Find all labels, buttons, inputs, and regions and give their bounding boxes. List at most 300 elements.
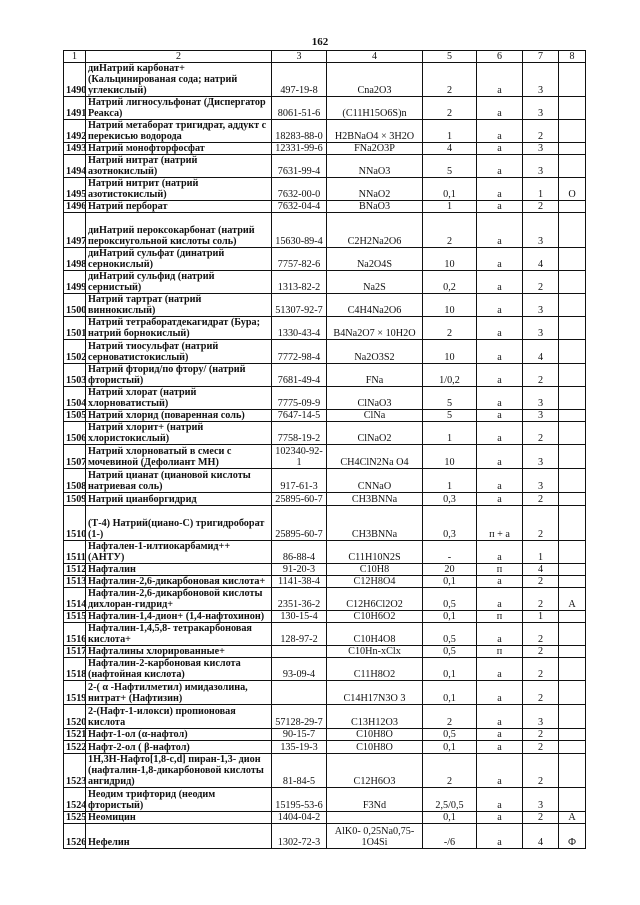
substance-number: 1503 (64, 364, 86, 387)
concentration-limit: 1 (423, 469, 477, 493)
column-header: 6 (477, 51, 523, 63)
substance-name: диНатрий пероксокарбонат (натрий пероксиугольной кислоты соль) (86, 213, 272, 248)
hazard-class: 3 (523, 63, 559, 97)
cas-number: 1313-82-2 (272, 271, 327, 294)
aggregate-state: а (477, 445, 523, 469)
chemical-formula: C10H4O8 (327, 623, 423, 646)
aggregate-state: а (477, 317, 523, 340)
substance-number: 1514 (64, 588, 86, 611)
aggregate-state: п (477, 564, 523, 576)
substance-name: диНатрий карбонат+ (Кальцинированая сода; натрий углекислый) (86, 63, 272, 97)
aggregate-state: а (477, 788, 523, 812)
chemical-formula: ClNaO2 (327, 422, 423, 445)
table-row (64, 97, 586, 120)
substance-name: Натрий тартрат (натрий виннокислый) (86, 294, 272, 317)
chemical-formula: C2H2Na2O6 (327, 213, 423, 248)
concentration-limit: 20 (423, 564, 477, 576)
cas-number: 15195-53-6 (272, 788, 327, 812)
aggregate-state: а (477, 97, 523, 120)
concentration-limit: 5 (423, 387, 477, 410)
hazard-class: 4 (523, 824, 559, 849)
substance-number: 1492 (64, 120, 86, 143)
feature-mark: О (559, 178, 586, 201)
hazard-class: 2 (523, 623, 559, 646)
concentration-limit: 1 (423, 201, 477, 213)
table-row (64, 658, 586, 681)
table-row (64, 364, 586, 387)
cas-number: 8061-51-6 (272, 97, 327, 120)
table-row (64, 201, 586, 213)
cas-number: 86-88-4 (272, 541, 327, 564)
aggregate-state: а (477, 213, 523, 248)
concentration-limit: 2 (423, 705, 477, 729)
feature-mark: Ф (559, 824, 586, 849)
table-row (64, 576, 586, 588)
hazard-class: 3 (523, 445, 559, 469)
feature-mark (559, 564, 586, 576)
table-row (64, 611, 586, 623)
chemical-formula: BNaO3 (327, 201, 423, 213)
concentration-limit: 2,5/0,5 (423, 788, 477, 812)
substance-name: Нафталин-1,4-дион+ (1,4-нафтохинон) (86, 611, 272, 623)
concentration-limit: 0,3 (423, 493, 477, 506)
aggregate-state: а (477, 422, 523, 445)
concentration-limit: 2 (423, 317, 477, 340)
chemical-formula: Na2O4S (327, 248, 423, 271)
substance-number: 1518 (64, 658, 86, 681)
chemical-formula: C10H8 (327, 564, 423, 576)
substance-number: 1508 (64, 469, 86, 493)
substance-number: 1506 (64, 422, 86, 445)
feature-mark (559, 213, 586, 248)
table-row (64, 317, 586, 340)
table-header-row (64, 51, 586, 63)
feature-mark (559, 201, 586, 213)
hazard-class: 3 (523, 387, 559, 410)
hazard-class: 2 (523, 493, 559, 506)
substance-name: Натрий нитрит (натрий азотистокислый) (86, 178, 272, 201)
concentration-limit: 10 (423, 294, 477, 317)
aggregate-state: а (477, 155, 523, 178)
substance-name: Натрий цианборгидрид (86, 493, 272, 506)
cas-number: 128-97-2 (272, 623, 327, 646)
substance-name: Натрий хлорит+ (натрий хлористокислый) (86, 422, 272, 445)
table-row (64, 63, 586, 97)
substance-number: 1510 (64, 506, 86, 541)
feature-mark (559, 143, 586, 155)
column-header: 8 (559, 51, 586, 63)
chemical-formula: Na2O3S2 (327, 340, 423, 364)
cas-number (272, 681, 327, 705)
concentration-limit: 10 (423, 248, 477, 271)
feature-mark (559, 729, 586, 741)
hazard-class: 3 (523, 317, 559, 340)
aggregate-state: а (477, 754, 523, 788)
hazard-class: 2 (523, 812, 559, 824)
chemical-formula: AlK0- 0,25Na0,75-1O4Si (327, 824, 423, 849)
chemical-formula: FNa2O3P (327, 143, 423, 155)
substance-number: 1515 (64, 611, 86, 623)
feature-mark (559, 493, 586, 506)
table-row (64, 681, 586, 705)
hazard-class: 2 (523, 754, 559, 788)
substance-name: Натрий хлорат (натрий хлорноватистый) (86, 387, 272, 410)
concentration-limit: 4 (423, 143, 477, 155)
substance-number: 1498 (64, 248, 86, 271)
table-row (64, 741, 586, 754)
cas-number: 1330-43-4 (272, 317, 327, 340)
substance-number: 1513 (64, 576, 86, 588)
chemical-formula: C10H8O (327, 729, 423, 741)
feature-mark (559, 741, 586, 754)
substance-name: Натрий хлорид (поваренная соль) (86, 410, 272, 422)
table-row (64, 623, 586, 646)
concentration-limit: 10 (423, 445, 477, 469)
chemical-formula: CH4ClN2Na O4 (327, 445, 423, 469)
substance-name: Натрий цианат (циановой кислоты натриевая соль) (86, 469, 272, 493)
chemical-formula: FNa (327, 364, 423, 387)
concentration-limit: 2 (423, 97, 477, 120)
substance-name: Нафталин-1,4,5,8- тетракарбоновая кислота+ (86, 623, 272, 646)
concentration-limit: 2 (423, 213, 477, 248)
table-row (64, 410, 586, 422)
aggregate-state: а (477, 729, 523, 741)
hazard-class: 4 (523, 340, 559, 364)
hazard-class: 2 (523, 120, 559, 143)
chemical-formula: Na2S (327, 271, 423, 294)
concentration-limit: 0,1 (423, 681, 477, 705)
table-row (64, 120, 586, 143)
substance-number: 1511 (64, 541, 86, 564)
hazard-class: 3 (523, 705, 559, 729)
table-row (64, 754, 586, 788)
hazard-class: 4 (523, 564, 559, 576)
hazard-class: 2 (523, 576, 559, 588)
table-row (64, 387, 586, 410)
concentration-limit: 1 (423, 120, 477, 143)
substance-number: 1504 (64, 387, 86, 410)
cas-number: 7775-09-9 (272, 387, 327, 410)
substance-name: Нафталин-2,6-дикарбоновой кислоты дихлоран-гидрид+ (86, 588, 272, 611)
table-row (64, 248, 586, 271)
cas-number: 15630-89-4 (272, 213, 327, 248)
substance-name: Натрий нитрат (натрий азотнокислый) (86, 155, 272, 178)
feature-mark (559, 506, 586, 541)
chemical-formula: C12H8O4 (327, 576, 423, 588)
chemical-formula: H2BNaO4 × 3H2O (327, 120, 423, 143)
column-header: 5 (423, 51, 477, 63)
hazard-class: 1 (523, 611, 559, 623)
cas-number: 2351-36-2 (272, 588, 327, 611)
substance-number: 1521 (64, 729, 86, 741)
substance-name: диНатрий сульфат (динатрий сернокислый) (86, 248, 272, 271)
substance-number: 1490 (64, 63, 86, 97)
hazard-class: 3 (523, 213, 559, 248)
feature-mark (559, 410, 586, 422)
feature-mark (559, 155, 586, 178)
concentration-limit: 2 (423, 63, 477, 97)
cas-number: 7772-98-4 (272, 340, 327, 364)
hazard-class: 2 (523, 681, 559, 705)
column-header: 7 (523, 51, 559, 63)
chemical-formula: C12H6O3 (327, 754, 423, 788)
hazard-class: 2 (523, 729, 559, 741)
hazard-class: 2 (523, 588, 559, 611)
substance-number: 1496 (64, 201, 86, 213)
substance-name: Нефелин (86, 824, 272, 849)
hazard-class: 2 (523, 364, 559, 387)
substance-number: 1525 (64, 812, 86, 824)
aggregate-state: а (477, 658, 523, 681)
cas-number: 1141-38-4 (272, 576, 327, 588)
concentration-limit: 0,2 (423, 271, 477, 294)
hazard-class: 2 (523, 646, 559, 658)
cas-number: 7757-82-6 (272, 248, 327, 271)
aggregate-state: а (477, 294, 523, 317)
aggregate-state: а (477, 364, 523, 387)
substance-name: Нафтален-1-илтиокарбамид++ (АНТУ) (86, 541, 272, 564)
feature-mark: А (559, 812, 586, 824)
substance-number: 1497 (64, 213, 86, 248)
table-row (64, 469, 586, 493)
concentration-limit: - (423, 541, 477, 564)
table-row (64, 294, 586, 317)
table-row (64, 824, 586, 849)
aggregate-state: а (477, 576, 523, 588)
aggregate-state: а (477, 588, 523, 611)
table-row (64, 143, 586, 155)
aggregate-state: а (477, 201, 523, 213)
feature-mark (559, 469, 586, 493)
cas-number: 135-19-3 (272, 741, 327, 754)
chemical-formula: CNNaO (327, 469, 423, 493)
table-row (64, 788, 586, 812)
column-header: 2 (86, 51, 272, 63)
chemical-formula: B4Na2O7 × 10H2O (327, 317, 423, 340)
chemical-formula: C11H10N2S (327, 541, 423, 564)
feature-mark (559, 623, 586, 646)
feature-mark (559, 681, 586, 705)
cas-number: 1404-04-2 (272, 812, 327, 824)
aggregate-state: а (477, 271, 523, 294)
concentration-limit: 0,3 (423, 506, 477, 541)
chemical-formula: C10H8O (327, 741, 423, 754)
aggregate-state: а (477, 623, 523, 646)
substance-number: 1519 (64, 681, 86, 705)
cas-number: 90-15-7 (272, 729, 327, 741)
chemical-formula (327, 812, 423, 824)
concentration-limit: 10 (423, 340, 477, 364)
feature-mark (559, 658, 586, 681)
hazard-class: 3 (523, 469, 559, 493)
substance-name: Натрий монофторфосфат (86, 143, 272, 155)
aggregate-state: п + а (477, 506, 523, 541)
aggregate-state: а (477, 469, 523, 493)
feature-mark (559, 705, 586, 729)
concentration-limit: 2 (423, 754, 477, 788)
substance-name: Натрий фторид/по фтору/ (натрий фтористый) (86, 364, 272, 387)
substance-name: Нафталины хлорированные+ (86, 646, 272, 658)
chemical-formula: C12H6Cl2O2 (327, 588, 423, 611)
substance-number: 1520 (64, 705, 86, 729)
hazard-class: 1 (523, 541, 559, 564)
feature-mark (559, 387, 586, 410)
concentration-limit: 0,1 (423, 611, 477, 623)
aggregate-state: а (477, 681, 523, 705)
substance-name: 2-( α -Нафтилметил) имидазолина, нитрат+ (Нафтизин) (86, 681, 272, 705)
chemical-formula: CH3BNNa (327, 506, 423, 541)
aggregate-state: а (477, 248, 523, 271)
feature-mark (559, 788, 586, 812)
hazard-class: 3 (523, 143, 559, 155)
concentration-limit: 1 (423, 422, 477, 445)
hazard-class: 4 (523, 248, 559, 271)
chemical-formula: C10Hn-xClx (327, 646, 423, 658)
feature-mark (559, 120, 586, 143)
aggregate-state: а (477, 178, 523, 201)
aggregate-state: а (477, 824, 523, 849)
table-row (64, 340, 586, 364)
substance-number: 1494 (64, 155, 86, 178)
page-number: 162 (311, 36, 329, 48)
table-body (64, 63, 586, 849)
cas-number: 7631-99-4 (272, 155, 327, 178)
feature-mark (559, 97, 586, 120)
feature-mark (559, 541, 586, 564)
substance-name: Натрий тиосульфат (натрий серноватистокислый) (86, 340, 272, 364)
substance-number: 1493 (64, 143, 86, 155)
feature-mark: А (559, 588, 586, 611)
substance-number: 1517 (64, 646, 86, 658)
cas-number: 18283-88-0 (272, 120, 327, 143)
chemical-formula: NNaO3 (327, 155, 423, 178)
aggregate-state: а (477, 705, 523, 729)
table-row (64, 155, 586, 178)
substance-name: Нафталин (86, 564, 272, 576)
substance-number: 1502 (64, 340, 86, 364)
chemical-formula: C14H17N3O 3 (327, 681, 423, 705)
chemical-formula: C13H12O3 (327, 705, 423, 729)
aggregate-state: а (477, 410, 523, 422)
substance-name: Неодим трифторид (неодим фтористый) (86, 788, 272, 812)
concentration-limit: 0,5 (423, 588, 477, 611)
cas-number: 1302-72-3 (272, 824, 327, 849)
hazard-class: 2 (523, 741, 559, 754)
table-row (64, 271, 586, 294)
substance-number: 1509 (64, 493, 86, 506)
cas-number: 130-15-4 (272, 611, 327, 623)
cas-number: 51307-92-7 (272, 294, 327, 317)
feature-mark (559, 611, 586, 623)
feature-mark (559, 340, 586, 364)
substance-name: Натрий метаборат тригидрат, аддукт с перекисью водорода (86, 120, 272, 143)
feature-mark (559, 364, 586, 387)
chemical-formula: (C11H15O6S)n (327, 97, 423, 120)
concentration-limit: 0,5 (423, 623, 477, 646)
feature-mark (559, 422, 586, 445)
substance-number: 1500 (64, 294, 86, 317)
feature-mark (559, 576, 586, 588)
table-row (64, 646, 586, 658)
cas-number: 7647-14-5 (272, 410, 327, 422)
substance-name: Натрий хлорноватый в смеси с мочевиной (Дефолиант МН) (86, 445, 272, 469)
substance-name: Нафталин-2-карбоновая кислота (нафтойная кислота) (86, 658, 272, 681)
aggregate-state: а (477, 741, 523, 754)
aggregate-state: а (477, 63, 523, 97)
substance-name: Нафт-2-ол ( β-нафтол) (86, 741, 272, 754)
aggregate-state: а (477, 541, 523, 564)
table-row (64, 541, 586, 564)
cas-number: 57128-29-7 (272, 705, 327, 729)
table-row (64, 729, 586, 741)
substance-name: 1Н,3Н-Нафто[1,8-с,d] пиран-1,3- дион (нафталин-1,8-дикарбоновой кислоты ангидрид) (86, 754, 272, 788)
substance-number: 1523 (64, 754, 86, 788)
cas-number: 917-61-3 (272, 469, 327, 493)
table-row (64, 178, 586, 201)
aggregate-state: п (477, 611, 523, 623)
column-header: 4 (327, 51, 423, 63)
aggregate-state: а (477, 340, 523, 364)
feature-mark (559, 646, 586, 658)
table-row (64, 812, 586, 824)
cas-number: 12331-99-6 (272, 143, 327, 155)
substance-name: диНатрий сульфид (натрий сернистый) (86, 271, 272, 294)
chemical-formula: C10H6O2 (327, 611, 423, 623)
cas-number: 7758-19-2 (272, 422, 327, 445)
hazard-class: 2 (523, 658, 559, 681)
cas-number: 7681-49-4 (272, 364, 327, 387)
concentration-limit: -/6 (423, 824, 477, 849)
cas-number: 93-09-4 (272, 658, 327, 681)
feature-mark (559, 754, 586, 788)
substance-number: 1516 (64, 623, 86, 646)
substance-number: 1522 (64, 741, 86, 754)
cas-number: 81-84-5 (272, 754, 327, 788)
hazard-class: 3 (523, 788, 559, 812)
hazard-class: 1 (523, 178, 559, 201)
concentration-limit: 0,1 (423, 658, 477, 681)
substance-name: Нафт-1-ол (α-нафтол) (86, 729, 272, 741)
chemical-formula: ClNaO3 (327, 387, 423, 410)
chemical-formula: NNaO2 (327, 178, 423, 201)
aggregate-state: п (477, 646, 523, 658)
substance-number: 1512 (64, 564, 86, 576)
chemical-formula: C4H4Na2O6 (327, 294, 423, 317)
table-row (64, 705, 586, 729)
hazard-class: 3 (523, 294, 559, 317)
chemical-formula: Сna2O3 (327, 63, 423, 97)
cas-number: 102340-92-1 (272, 445, 327, 469)
hazard-class: 3 (523, 97, 559, 120)
substance-name: Натрий лигносульфонат (Диспергатор Реакса) (86, 97, 272, 120)
hazard-class: 3 (523, 410, 559, 422)
cas-number: 91-20-3 (272, 564, 327, 576)
feature-mark (559, 271, 586, 294)
feature-mark (559, 294, 586, 317)
feature-mark (559, 317, 586, 340)
hazard-class: 3 (523, 155, 559, 178)
concentration-limit: 0,1 (423, 812, 477, 824)
substance-number: 1501 (64, 317, 86, 340)
substance-number: 1524 (64, 788, 86, 812)
substance-name: Неомицин (86, 812, 272, 824)
aggregate-state: а (477, 120, 523, 143)
substance-number: 1491 (64, 97, 86, 120)
cas-number: 7632-04-4 (272, 201, 327, 213)
aggregate-state: а (477, 143, 523, 155)
substance-name: (Т-4) Натрий(циано-С) тригидроборат (1-) (86, 506, 272, 541)
table-row (64, 213, 586, 248)
